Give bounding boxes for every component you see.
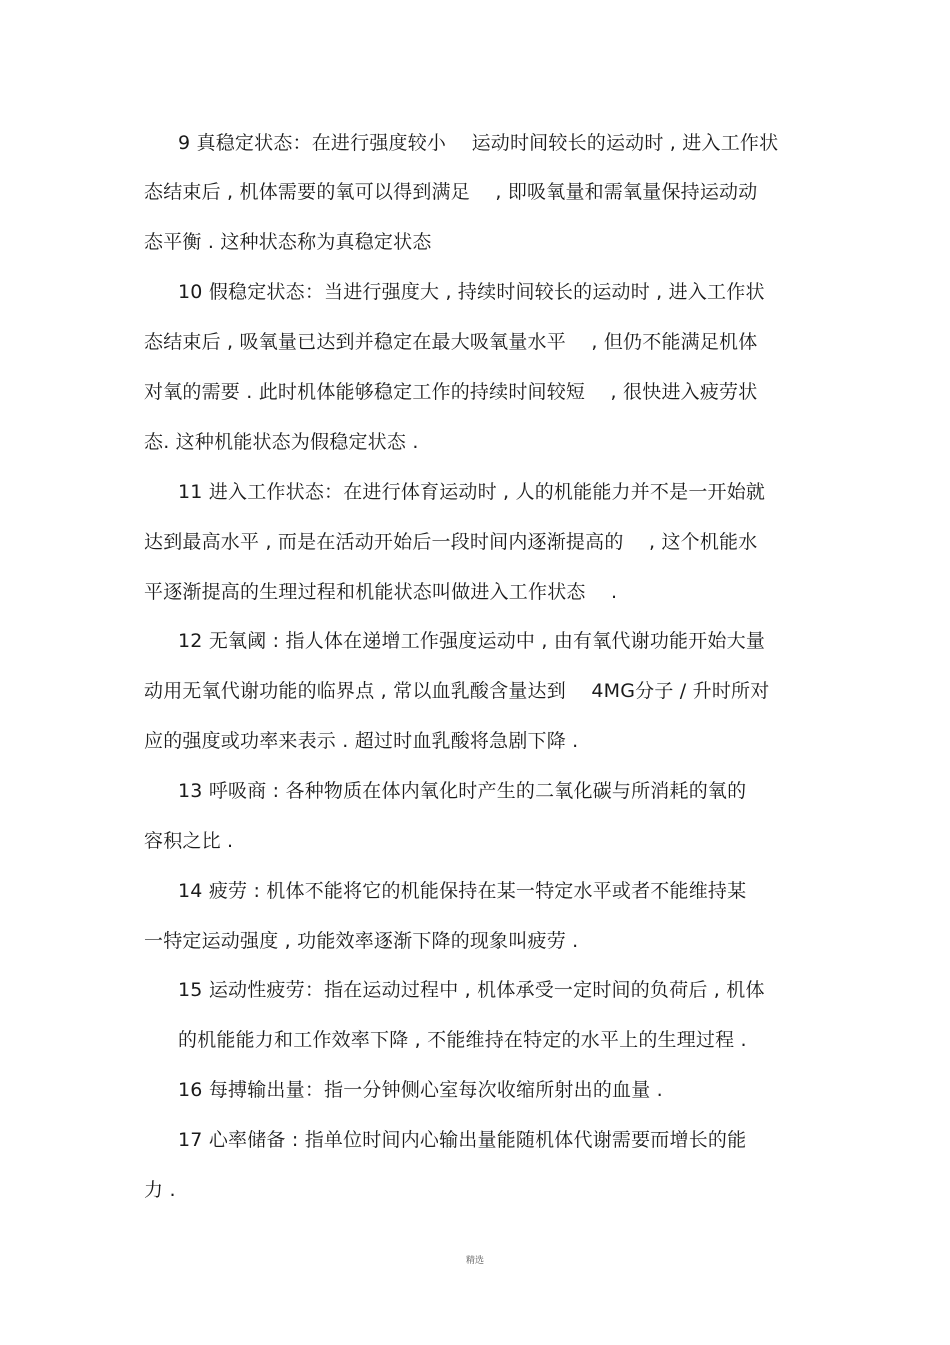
text-line: 达到最高水平 , 而是在活动开始后一段时间内逐渐提高的 , 这个机能水 (144, 531, 758, 553)
text-line: 11 进入工作状态：在进行体育运动时 , 人的机能能力并不是一开始就 (178, 481, 766, 503)
text-line: 态平衡 . 这种状态称为真稳定状态 (144, 231, 432, 253)
text-line: 动用无氧代谢功能的临界点 , 常以血乳酸含量达到 4MG分子 / 升时所对 (144, 680, 770, 702)
text-line: 力 . (144, 1179, 176, 1201)
text-line: 14 疲劳 : 机体不能将它的机能保持在某一特定水平或者不能维持某 (178, 880, 747, 902)
text-line: 16 每搏输出量：指一分钟侧心室每次收缩所射出的血量 . (178, 1079, 663, 1101)
text-line: 9 真稳定状态：在进行强度较小 运动时间较长的运动时 , 进入工作状 (178, 132, 779, 154)
text-line: 平逐渐提高的生理过程和机能状态叫做进入工作状态 . (144, 581, 618, 603)
text-line: 10 假稳定状态：当进行强度大 , 持续时间较长的运动时 , 进入工作状 (178, 281, 765, 303)
text-line: 13 呼吸商 : 各种物质在体内氧化时产生的二氧化碳与所消耗的氧的 (178, 780, 747, 802)
text-line: 应的强度或功率来表示 . 超过时血乳酸将急剧下降 . (144, 730, 579, 752)
text-line: 17 心率储备 : 指单位时间内心输出量能随机体代谢需要而增长的能 (178, 1129, 747, 1151)
text-line: 15 运动性疲劳：指在运动过程中 , 机体承受一定时间的负荷后 , 机体 (178, 979, 765, 1001)
page-footer: 精选 (465, 1256, 484, 1266)
text-line: 态结束后 , 机体需要的氧可以得到满足 , 即吸氧量和需氧量保持运动动 (144, 181, 758, 203)
text-line: 态结束后 , 吸氧量已达到并稳定在最大吸氧量水平 , 但仍不能满足机体 (144, 331, 758, 353)
text-line: 12 无氧阈 : 指人体在递增工作强度运动中 , 由有氧代谢功能开始大量 (178, 630, 766, 652)
text-line: 的机能能力和工作效率下降 , 不能维持在特定的水平上的生理过程 . (178, 1029, 747, 1051)
text-line: 态. 这种机能状态为假稳定状态 . (144, 431, 419, 453)
text-line: 一特定运动强度 , 功能效率逐渐下降的现象叫疲劳 . (144, 930, 579, 952)
text-line: 对氧的需要 . 此时机体能够稳定工作的持续时间较短 , 很快进入疲劳状 (144, 381, 758, 403)
text-line: 容积之比 . (144, 830, 234, 852)
